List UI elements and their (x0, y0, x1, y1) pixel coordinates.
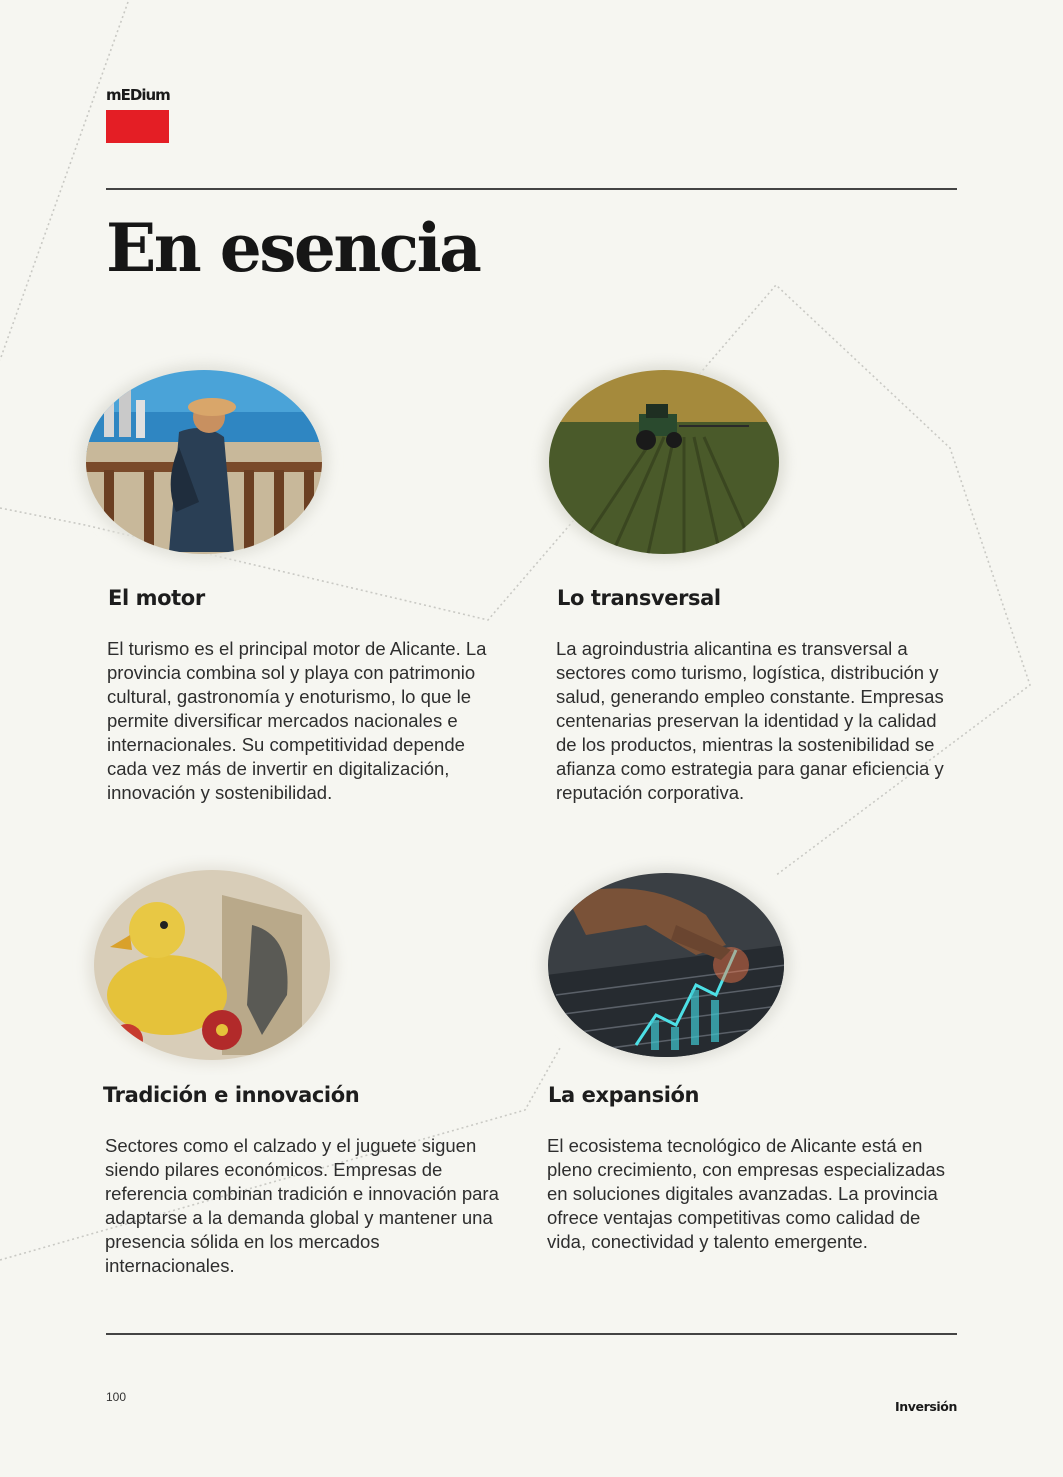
section-body-lo-transversal: La agroindustria alicantina es transversal a sectores como turismo, logística, distribución y salud, generando empleo constante. Empresas centenarias preservan la identidad y la calidad de los productos, mientras la sostenibilidad se afianza como estrategia para ganar eficiencia y reputación corporativa. (556, 638, 944, 803)
section-body-el-motor: El turismo es el principal motor de Alicante. La provincia combina sol y playa con patrimonio cultural, gastronomía y enoturismo, lo que le permite diversificar mercados nacionales e internacionales. Su competitividad depende cada vez más de invertir en digitalización, innovación y sostenibilidad. (107, 638, 487, 803)
section-title-la-expansion: La expansión (548, 1083, 700, 1107)
page-number: 100 (106, 1390, 127, 1404)
toy-duck-and-shoe-illustration (72, 855, 352, 1075)
hands-on-keyboard-chart-illustration (526, 855, 806, 1075)
tractor-field-illustration (524, 352, 804, 572)
footer-section-name: Inversión (895, 1399, 957, 1414)
top-divider (106, 188, 957, 190)
brand-color-block (106, 110, 169, 143)
tourist-at-beach-illustration (64, 352, 344, 572)
section-title-tradicion: Tradición e innovación (103, 1083, 360, 1107)
page-title: En esencia (106, 209, 480, 287)
section-body-tradicion: Sectores como el calzado y el juguete siguen siendo pilares económicos. Empresas de referencia combinan tradición e innovación para adaptarse a la demanda global y mantener una presencia sólida en los mercados internacionales. (105, 1135, 499, 1276)
brand-logo: mEDium (106, 86, 170, 104)
section-title-lo-transversal: Lo transversal (557, 586, 721, 610)
section-title-el-motor: El motor (108, 586, 205, 610)
section-body-la-expansion: El ecosistema tecnológico de Alicante está en pleno crecimiento, con empresas especializadas en soluciones digitales avanzadas. La provincia ofrece ventajas competitivas como calidad de vida, conectividad y talento emergente. (547, 1135, 945, 1252)
bottom-divider (106, 1333, 957, 1335)
